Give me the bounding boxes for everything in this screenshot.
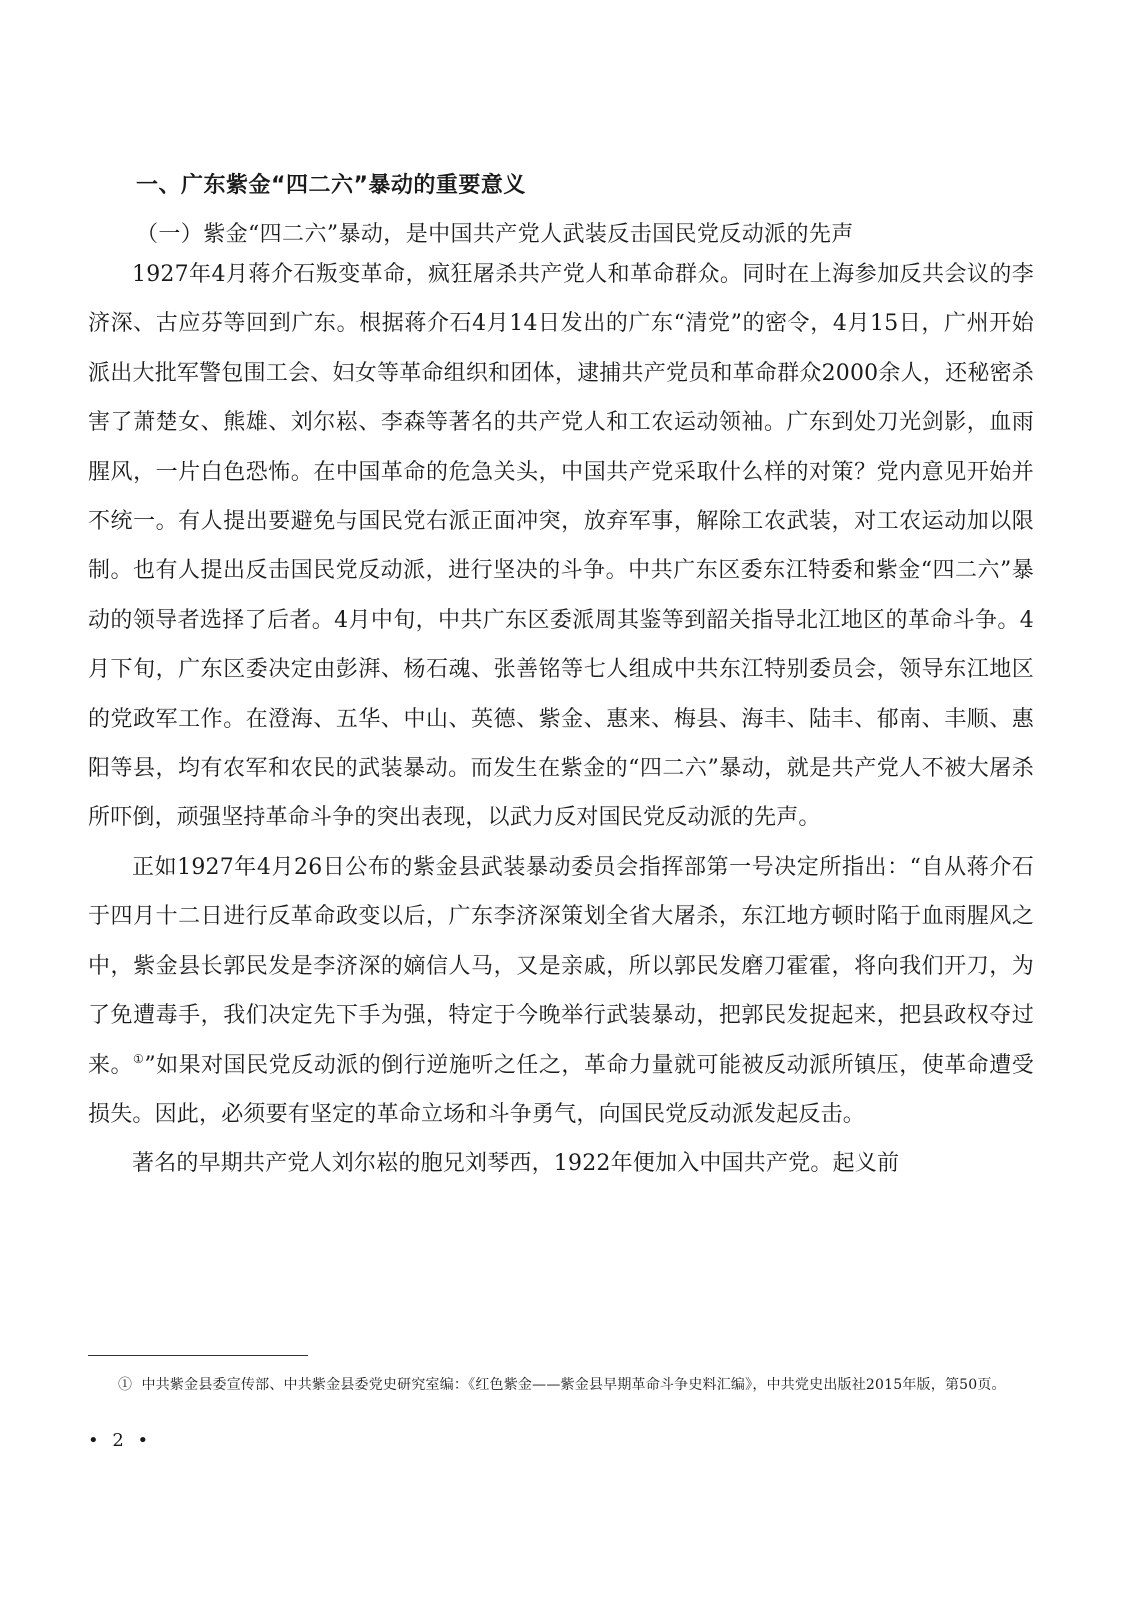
section-heading: 一、广东紫金“四二六”暴动的重要意义 <box>136 173 526 198</box>
footnote-divider <box>88 1355 308 1356</box>
footnote-reference[interactable]: ① <box>133 1051 145 1066</box>
footnote-mark: ① <box>118 1377 133 1393</box>
footnote-text: 中共紫金县委宣传部、中共紫金县委党史研究室编：《红色紫金——紫金县早期革命斗争史料汇编》，中共党史出版社2015年版，第50页。 <box>141 1377 1006 1393</box>
quote-text-after: ”如果对国民党反动派的倒行逆施听之任之，革命力量就可能被反动派所镇压，使革命遭受损失。因此，必须要有坚定的革命立场和斗争勇气，向国民党反动派发起反击。 <box>88 1052 1034 1127</box>
body-text <box>88 250 1034 1189</box>
paragraph-quote <box>88 843 1034 1139</box>
footnote <box>88 1372 1034 1398</box>
quote-text-before: 正如1927年4月26日公布的紫金县武装暴动委员会指挥部第一号决定所指出：“自从蒋介石于四月十二日进行反革命政变以后，广东李济深策划全省大屠杀，东江地方顿时陷于血雨腥风之中，紫金县长郭民发是李济深的嫡信人马，又是亲戚，所以郭民发磨刀霍霍，将向我们开刀，为了免遭毒手，我们决定先下手为强，特定于今晚举行武装暴动，把郭民发捉起来，把县政权夺过来。 <box>88 854 1034 1078</box>
page-number: • 2 • <box>88 1430 153 1451</box>
paragraph-last: 著名的早期共产党人刘尔崧的胞兄刘琴西，1922年便加入中国共产党。起义前 <box>132 1151 900 1177</box>
paragraph-1: 1927年4月蒋介石叛变革命，疯狂屠杀共产党人和革命群众。同时在上海参加反共会议的李济深、古应芬等回到广东。根据蒋介石4月14日发出的广东“清党”的密令，4月15日，广州开始派出大批军警包围工会、妇女等革命组织和团体，逮捕共产党员和革命群众2000余人，还秘密杀害了萧楚女、熊雄、刘尔崧、李森等著名的共产党人和工农运动领袖。广东到处刀光剑影，血雨腥风，一片白色恐怖。在中国革命的危急关头，中国共产党采取什么样的对策？党内意见开始并不统一。有人提出要避免与国民党右派正面冲突，放弃军事，解除工农武装，对工农运动加以限制。也有人提出反击国民党反动派，进行坚决的斗争。中共广东区委东江特委和紫金“四二六”暴动的领导者选择了后者。4月中旬，中共广东区委派周其鉴等到韶关指导北江地区的革命斗争。4月下旬，广东区委决定由彭湃、杨石魂、张善铭等七人组成中共东江特别委员会，领导东江地区的党政军工作。在澄海、五华、中山、英德、紫金、惠来、梅县、海丰、陆丰、郁南、丰顺、惠阳等县，均有农军和农民的武装暴动。而发生在紫金的“四二六”暴动，就是共产党人不被大屠杀所吓倒，顽强坚持革命斗争的突出表现，以武力反对国民党反动派的先声。 <box>88 262 1034 831</box>
sub-heading: （一）紫金“四二六”暴动，是中国共产党人武装反击国民党反动派的先声 <box>136 222 854 247</box>
